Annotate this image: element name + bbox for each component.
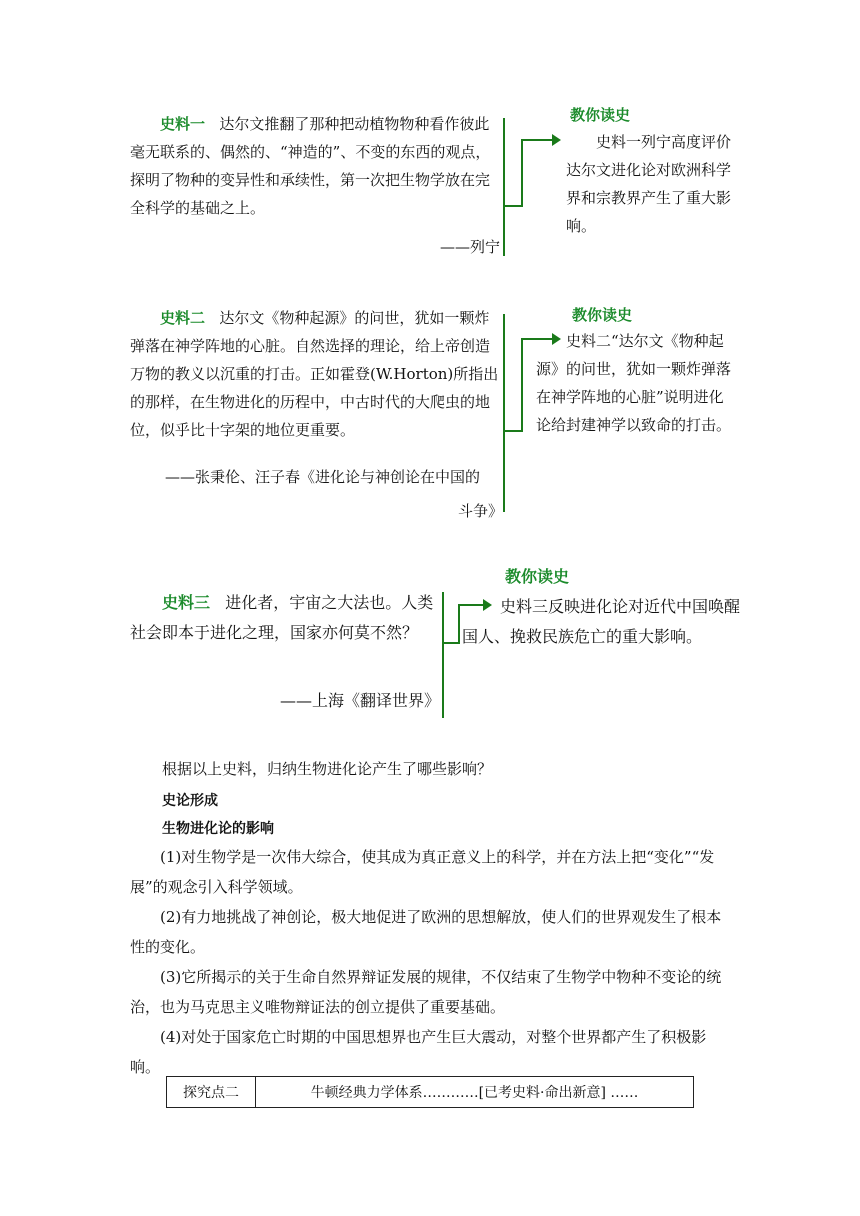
question: 根据以上史料，归纳生物进化论产生了哪些影响？ [162,760,493,778]
section-title: 史论形成 [162,793,218,809]
source2-bracket-stub [503,430,523,432]
source3-read-text: 史料三反映进化论对近代中国唤醒国人、挽救民族危亡的重大影响。 [462,597,741,646]
source2-citation-line1: ——张秉伦、汪子春《进化论与神创论在中国的 [165,468,481,486]
source3-paragraph [130,588,438,648]
source1-label: 史料一 [160,115,206,133]
source2-citation [165,460,503,528]
source3-connector-vertical [458,604,460,644]
source3-read-title: 教你读史 [505,567,570,586]
source2-read-text: 史料二“达尔文《物种起源》的问世，犹如一颗炸弹落在神学阵地的心脏”说明进化论给封建神学以致命的打击。 [536,332,732,434]
source1-citation: ——列宁 [439,238,500,256]
source2-read-title: 教你读史 [572,306,633,324]
impact-point: (1)对生物学是一次伟大综合，使其成为真正意义上的科学，并在方法上把“变化”“发展”的观念引入科学领域。 [130,848,715,896]
source2-text: 达尔文《物种起源》的问世，犹如一颗炸弹落在神学阵地的心脏。自然选择的理论，给上帝创造万物的教义以沉重的打击。正如霍登(W.Horton)所指出的那样，在生物进化的历程中，中古时代的大爬虫的地位，似乎比十字架的地位更重要。 [130,309,499,439]
source1-bracket-line [503,118,505,256]
source1-connector-horizontal [521,139,553,141]
source2-connector-vertical [521,338,523,432]
source3-bracket-line [442,592,444,718]
source2-bracket-line [503,314,505,512]
source1-connector-vertical [521,139,523,207]
source1-text: 达尔文推翻了那种把动植物物种看作彼此毫无联系的、偶然的、“神造的”、不变的东西的观点，探明了物种的变异性和承续性，第一次把生物学放在完全科学的基础之上。 [130,115,491,217]
source1-read-title: 教你读史 [570,106,631,124]
exploration-point-label: 探究点二 [167,1077,256,1108]
source3-citation: ——上海《翻译世界》 [279,691,440,710]
source3-text: 进化者，宇宙之大法也。人类社会即本于进化之理，国家亦何莫不然？ [130,593,434,642]
source2-citation-line2: 斗争》 [457,502,503,520]
impact-point: (3)它所揭示的关于生命自然界辩证发展的规律，不仅结束了生物学中物种不变论的统治，也为马克思主义唯物辩证法的创立提供了重要基础。 [130,968,722,1016]
source1-read-text: 史料一列宁高度评价达尔文进化论对欧洲科学界和宗教界产生了重大影响。 [566,133,732,235]
exploration-point-title: 牛顿经典力学体系…………[已考史料·命出新意] …… [256,1077,694,1108]
source1-arrow-icon [552,134,561,146]
subsection-title: 生物进化论的影响 [162,821,274,837]
exploration-point-table [166,1076,694,1108]
impact-list [130,842,734,1082]
impact-point: (4)对处于国家危亡时期的中国思想界也产生巨大震动，对整个世界都产生了积极影响。 [130,1028,707,1076]
source3-label: 史料三 [162,593,211,612]
source2-label: 史料二 [160,309,206,327]
source1-paragraph [130,110,502,222]
source1-bracket-stub [503,205,523,207]
impact-point: (2)有力地挑战了神创论，极大地促进了欧洲的思想解放，使人们的世界观发生了根本性的变化。 [130,908,722,956]
source2-paragraph [130,304,502,444]
